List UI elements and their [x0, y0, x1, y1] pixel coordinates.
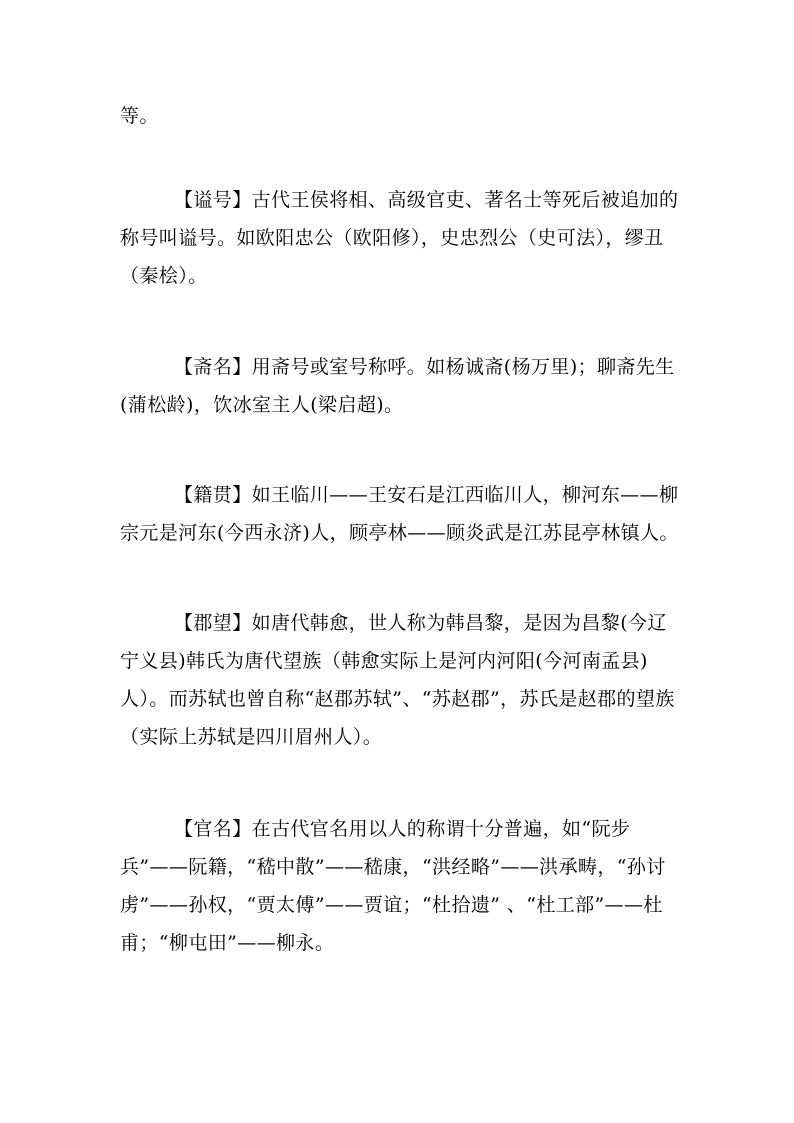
paragraph-guanming: 【官名】在古代官名用以人的称谓十分普遍，如“阮步兵”——阮籍，“嵇中散”——嵇康，“洪经略”——洪承畴，“孙讨虏”——孙权，“贾太傅”——贾谊；“杜拾遗” 、“杜工部”——杜甫；“柳屯田”——柳永。 — [120, 818, 666, 954]
paragraph-shihao: 【谥号】古代王侯将相、高级官吏、著名士等死后被追加的称号叫谥号。如欧阳忠公（欧阳修），史忠烈公（史可法），缪丑（秦桧）。 — [120, 189, 679, 287]
paragraph-junwang: 【郡望】如唐代韩愈，世人称为韩昌黎，是因为昌黎(今辽宁义县)韩氏为唐代望族（韩愈实际上是河内河阳(今河南孟县)人）。而苏轼也曾自称“赵郡苏轼”、“苏赵郡”，苏氏是赵郡的望族（实际上苏轼是四川眉州人）。 — [120, 612, 675, 748]
paragraph-jiguan: 【籍贯】如王临川——王安石是江西临川人，柳河东——柳宗元是河东(今西永济)人，顾亭林——顾炎武是江苏昆亭林镇人。 — [120, 484, 679, 544]
paragraph-zhaiming: 【斋名】用斋号或室号称呼。如杨诚斋(杨万里)；聊斋先生(蒲松龄)，饮冰室主人(梁启超)。 — [120, 356, 675, 416]
paragraph-continuation: 等。 — [120, 105, 159, 127]
